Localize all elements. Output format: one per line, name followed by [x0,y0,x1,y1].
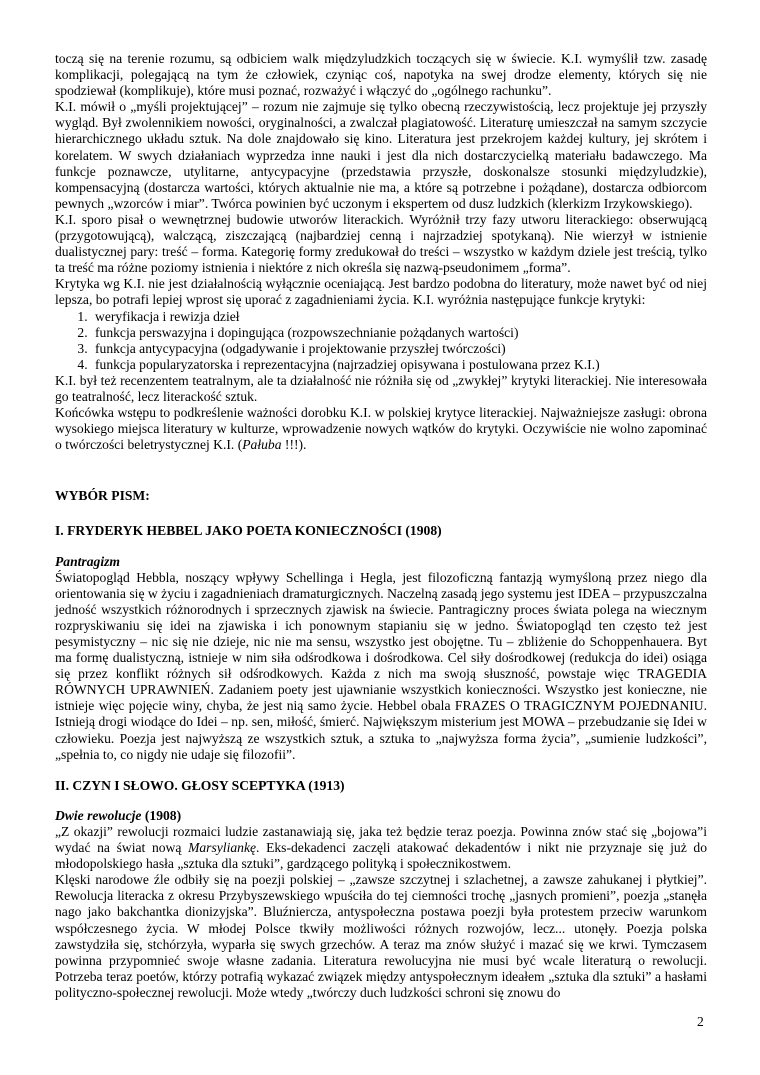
intro-paragraph-6-end: !!!). [281,437,307,453]
intro-paragraph-2: K.I. mówił o „myśli projektującej” – rozum nie zajmuje się tylko obecną rzeczywistością, lecz projektuje jej przyszły wygląd. Był zwolennikiem nowości, oryginalności, a zwalczał plagiatowość. Literaturę umieszczał na samym szczycie hierarchicznego układu sztuk. Na dole znajdowało się kino. Literatura jest przekrojem każdej kultury, jej skrótem i korelatem. W swych działaniach wyprzedza inne nauki i jest dla nich dostarczycielką materiału badawczego. Ma funkcje poznawcze, utylitarne, antycypacyjne (przedstawia przyszłe, doskonalsze stosunki międzyludzkie), kompensacyjną (dostarcza wartości, których aktualnie nie ma, a które są potrzebne i pożądane), dostarcza odbiorcom pewnych „wzorców i miar”. Twórca powinien być uczonym i ekspertem od dusz ludzkich (klerkizm Irzykowskiego). [55,99,707,211]
section-1-heading: I. FRYDERYK HEBBEL JAKO POETA KONIECZNOŚCI (1908) [55,523,442,539]
page-number: 2 [697,1014,704,1029]
section-2-paragraph-1-text: „Z okazji” rewolucji rozmaici ludzie zastanawiają się, jaka też będzie teraz poezja. Powinna znów stać się „bojowa”i wydać na świat nową [55,823,707,856]
section-2-subheading-title: Dwie rewolucje [55,807,142,823]
section-2-subheading [55,808,707,824]
marsylianka-title: Marsyliankę [188,840,257,856]
section-2-paragraph-1-end: . Eks-dekadenci zaczęli atakować dekadentów i nikt nie przyznaje się już do młodopolskiego hasła „sztuka dla sztuki”, gardzącego polityką i społecznikostwem. [55,840,707,872]
paluba-title: Pałuba [242,437,282,453]
section-2-paragraph-2: Klęski narodowe źle odbiły się na poezji polskiej – „zawsze szczytnej i szlachetnej, a zawsze zahukanej i płytkiej”. Rewolucja literacka z okresu Przybyszewskiego wpuściła do tej ciemności trochę „jasnych promieni”, poezja „stanęła nago jako bakchantka dionizyjska”. Bluźniercza, antyspołeczna postawa poezji była protestem przeciw warunkom współczesnego życia. W młodej Polsce tkwiły możliwości różnych rozwojów, lecz... utonęły. Poezja polska zawstydziła się, stchórzyła, wyparła się swych grzechów. A teraz ma znów służyć i mazać się we krwi. Tymczasem powinna przypomnieć swoje własne zadania. Literatura rewolucyjna nie musi być wcale literaturą o rewolucji. Potrzeba teraz poetów, którzy potrafią wykazać związek między antyspołecznym ideałem „sztuka dla sztuki” a hasłami polityczno-społecznej rewolucji. Może wtedy „twórczy duch ludzkości schroni się znowu do [55,872,707,1000]
criticism-functions-list [55,309,707,373]
list-item: 1. weryfikacja i rewizja dzieł [91,309,707,325]
section-1-subheading: Pantragizm [55,553,120,569]
list-item: 2. funkcja perswazyjna i dopingująca (rozpowszechnianie pożądanych wartości) [91,325,707,341]
intro-paragraph-4: Krytyka wg K.I. nie jest działalnością wyłącznie oceniającą. Jest bardzo podobna do literatury, może nawet być od niej lepsza, bo potrafi lepiej wprost się uporać z zagadnieniami życia. K.I. wyróżnia następujące funkcje krytyki: [55,276,707,308]
section-2-subheading-year: (1908) [141,807,182,823]
intro-paragraph-6 [55,405,707,453]
intro-paragraph-1: toczą się na terenie rozumu, są odbiciem walk międzyludzkich toczących się w świecie. K.I. wymyślił tzw. zasadę komplikacji, polegającą na tym że człowiek, czyniąc coś, napotyka na swej drodze elementy, których się nie spodziewał (komplikuje), które musi poznać, rozważyć i włączyć do „ogólnego rachunku”. [55,51,707,99]
intro-paragraph-3: K.I. sporo pisał o wewnętrznej budowie utworów literackich. Wyróżnił trzy fazy utworu literackiego: obserwującą (przygotowującą), walczącą, ziszczającą (najbardziej cenną i najrzadziej spotykaną). Nie wierzył w istnienie dualistycznej pary: treść – forma. Kategorię formy zredukował do treści – wszystko w każdym dziele jest treścią, tylko ta treść ma różne poziomy istnienia i niektóre z nich określa się nazwą-pseudonimem „forma”. [55,211,707,276]
section-1-paragraph: Światopogląd Hebbla, noszący wpływy Schellinga i Hegla, jest filozoficzną fantazją wymyśloną przez niego dla orientowania się w życiu i zagadnieniach dramaturgicznych. Naczelną zasadą jego systemu jest IDEA – przypuszczalna jedność wszystkich różnorodnych i sprzecznych zjawisk na świecie. Pantragiczny proces świata polega na wiecznym rozpryskiwaniu się idei na zjawiska i ich ponownym stapianiu się w jedno. Światopogląd ten często też jest pesymistyczny – nic się nie dzieje, nic nie ma sensu, wszystko jest obojętne. Tu – zbliżenie do Schoppenhauera. Byt ma formę dualistyczną, istnieje w nim siła odśrodkowa i dośrodkowa. Cel siły dośrodkowej (redukcja do idei) osiąga się przez konflikt różnych sił odśrodkowych. Każda z nich ma swoją słuszność, powstaje więc TRAGEDIA RÓWNYCH UPRAWNIEŃ. Zadaniem poety jest ujawnianie wszystkich konieczności. Wszystko jest konieczne, nie istnieje więc pojęcie winy, chyba, że jest nią samo życie. Hebbel obala FRAZES O TRAGICZNYM POJEDNANIU. Istnieją drogi wiodące do Idei – np. sen, miłość, śmierć. Największym misterium jest MOWA – przebudzanie się Idei w człowieku. Poezja jest najwyższą ze wszystkich sztuk, a sztuka to „najwyższa forma życia”, „sumienie ludzkości”, „spełnia to, co nigdy nie udaje się filozofii”. [55,569,707,762]
section-2-paragraph-1 [55,824,707,872]
intro-paragraph-6-text: Końcówka wstępu to podkreślenie ważności dorobku K.I. w polskiej krytyce literackiej. Najważniejsze zasługi: obrona wysokiego miejsca literatury w kulturze, wprowadzenie nowych wątków do krytyki. Oczywiście nie wolno zapominać o twórczości beletrystycznej K.I. ( [55,405,707,453]
document-page [55,51,707,1001]
selection-heading: WYBÓR PISM: [55,488,150,504]
list-item: 4. funkcja popularyzatorska i reprezentacyjna (najrzadziej opisywana i postulowana przez K.I.) [91,357,707,373]
section-2-heading: II. CZYN I SŁOWO. GŁOSY SCEPTYKA (1913) [55,777,345,793]
intro-paragraph-5: K.I. był też recenzentem teatralnym, ale ta działalność nie różniła się od „zwykłej” krytyki literackiej. Nie interesowała go teatralność, lecz literackość sztuk. [55,372,707,404]
list-item: 3. funkcja antycypacyjna (odgadywanie i projektowanie przyszłej twórczości) [91,341,707,357]
